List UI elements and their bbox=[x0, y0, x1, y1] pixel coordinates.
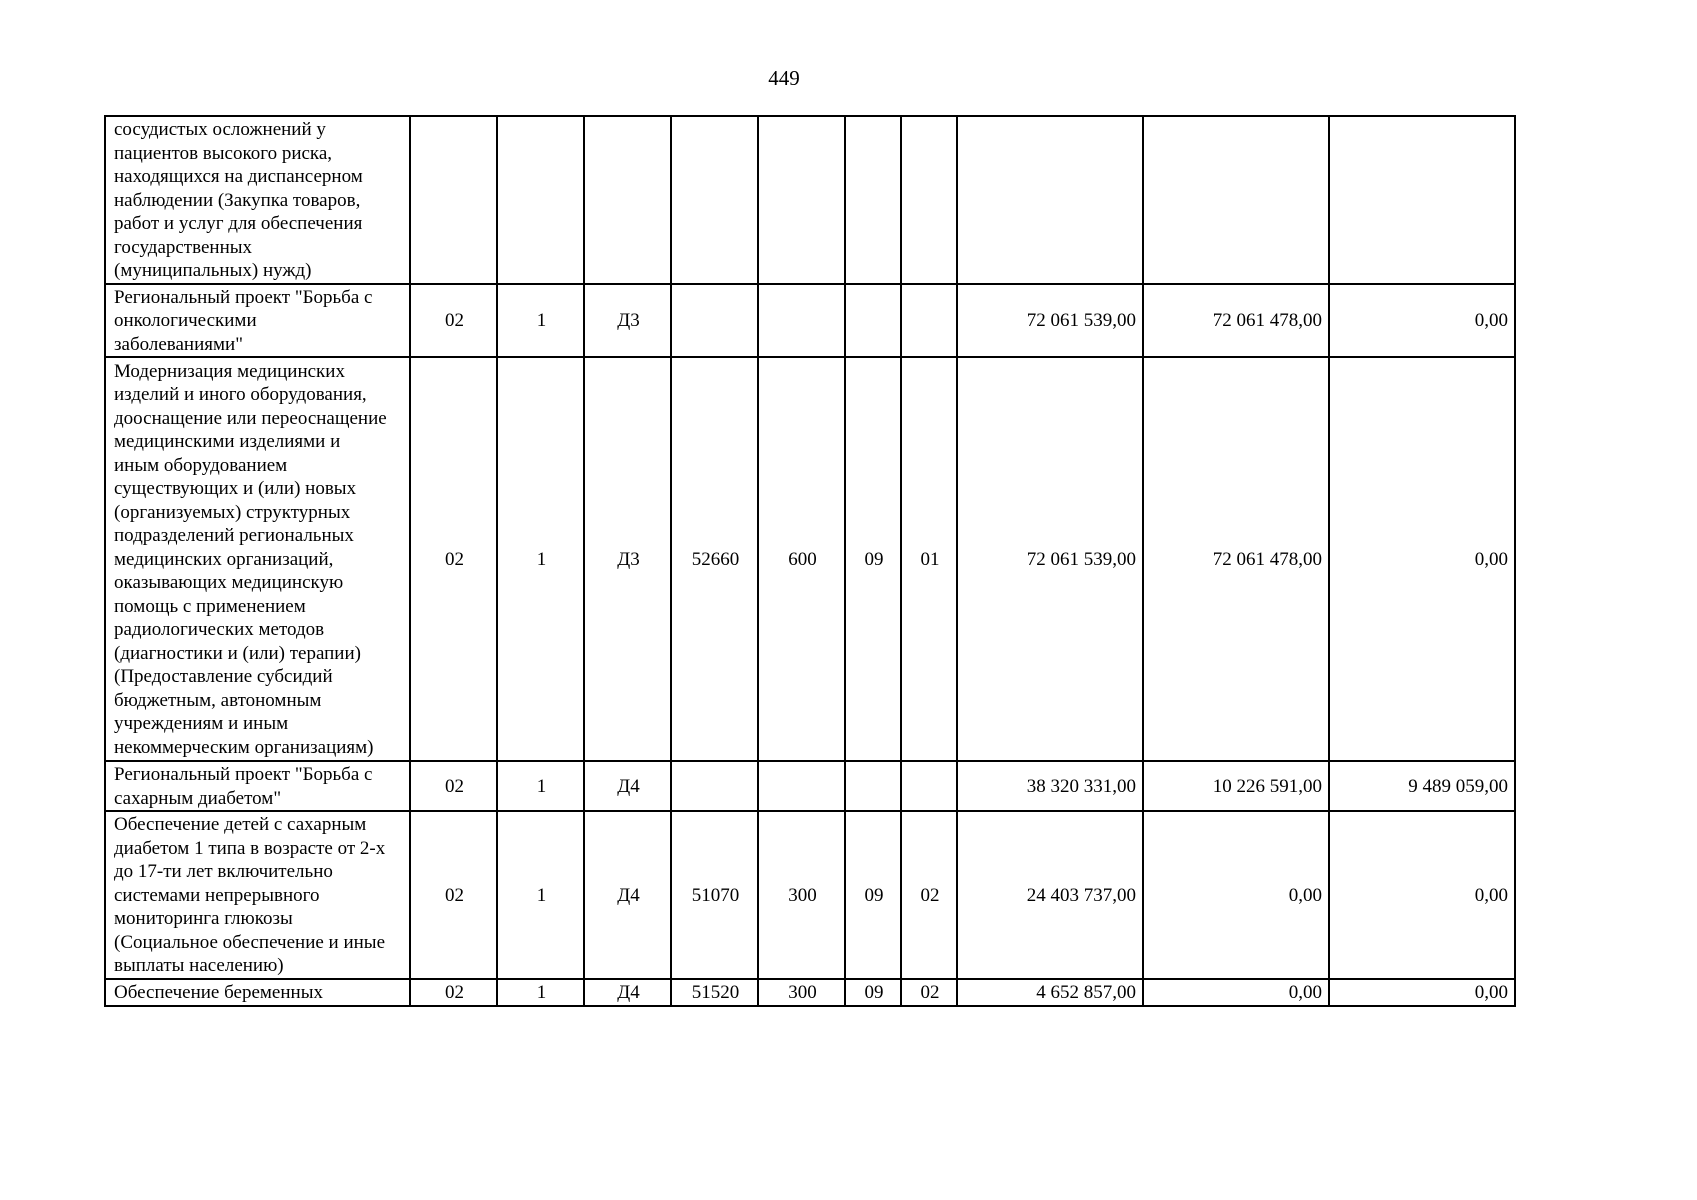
amount-year-3-cell: 0,00 bbox=[1329, 357, 1515, 761]
subsection-cell: 02 bbox=[901, 811, 957, 979]
table-row bbox=[105, 357, 1515, 761]
table-row bbox=[105, 979, 1515, 1006]
section-cell: 09 bbox=[845, 357, 901, 761]
direction-code-cell: 51520 bbox=[671, 979, 758, 1006]
subsection-cell bbox=[901, 761, 957, 811]
program-code-cell: 02 bbox=[410, 357, 497, 761]
amount-year-3-cell: 0,00 bbox=[1329, 979, 1515, 1006]
project-code-cell: Д4 bbox=[584, 761, 671, 811]
amount-year-1-cell: 72 061 539,00 bbox=[957, 357, 1143, 761]
subsection-cell bbox=[901, 116, 957, 284]
program-code-cell: 02 bbox=[410, 284, 497, 358]
section-cell bbox=[845, 761, 901, 811]
section-cell bbox=[845, 116, 901, 284]
direction-code-cell bbox=[671, 116, 758, 284]
table-row bbox=[105, 811, 1515, 979]
budget-table bbox=[104, 115, 1516, 1007]
expense-type-cell: 600 bbox=[758, 357, 845, 761]
expense-type-cell bbox=[758, 116, 845, 284]
direction-code-cell bbox=[671, 761, 758, 811]
program-code-cell: 02 bbox=[410, 979, 497, 1006]
project-code-cell: Д4 bbox=[584, 979, 671, 1006]
subsection-cell bbox=[901, 284, 957, 358]
amount-year-3-cell: 0,00 bbox=[1329, 811, 1515, 979]
project-code-cell bbox=[584, 116, 671, 284]
amount-year-1-cell: 72 061 539,00 bbox=[957, 284, 1143, 358]
program-code-cell: 02 bbox=[410, 811, 497, 979]
page-number: 449 bbox=[768, 66, 800, 90]
row-description: Модернизация медицинских изделий и иного оборудования, дооснащение или переоснащение медицинскими изделиями и иным оборудованием существующих и (или) новых (организуемых) структурных подразделений региональных медицинских организаций, оказывающих медицинскую помощь с применением радиологических методов (диагностики и (или) терапии) (Предоставление субсидий бюджетным, автономным учреждениям и иным некоммерческим организациям) bbox=[105, 357, 410, 761]
amount-year-2-cell: 0,00 bbox=[1143, 811, 1329, 979]
row-description: Обеспечение детей с сахарным диабетом 1 типа в возрасте от 2-х до 17-ти лет включительно системами непрерывного мониторинга глюкозы (Социальное обеспечение и иные выплаты населению) bbox=[105, 811, 410, 979]
direction-code-cell bbox=[671, 284, 758, 358]
amount-year-1-cell: 38 320 331,00 bbox=[957, 761, 1143, 811]
subsection-cell: 01 bbox=[901, 357, 957, 761]
expense-type-cell: 300 bbox=[758, 979, 845, 1006]
direction-code-cell: 52660 bbox=[671, 357, 758, 761]
expense-type-cell bbox=[758, 284, 845, 358]
program-code-cell bbox=[410, 116, 497, 284]
subprogram-code-cell: 1 bbox=[497, 357, 584, 761]
table-row bbox=[105, 284, 1515, 358]
amount-year-2-cell: 72 061 478,00 bbox=[1143, 284, 1329, 358]
amount-year-2-cell: 10 226 591,00 bbox=[1143, 761, 1329, 811]
section-cell: 09 bbox=[845, 811, 901, 979]
table-row bbox=[105, 116, 1515, 284]
amount-year-3-cell: 9 489 059,00 bbox=[1329, 761, 1515, 811]
amount-year-3-cell bbox=[1329, 116, 1515, 284]
row-description: сосудистых осложнений у пациентов высокого риска, находящихся на диспансерном наблюдении (Закупка товаров, работ и услуг для обеспечения государственных (муниципальных) нужд) bbox=[105, 116, 410, 284]
expense-type-cell bbox=[758, 761, 845, 811]
direction-code-cell: 51070 bbox=[671, 811, 758, 979]
row-description: Региональный проект "Борьба с сахарным диабетом" bbox=[105, 761, 410, 811]
table-row bbox=[105, 761, 1515, 811]
section-cell: 09 bbox=[845, 979, 901, 1006]
amount-year-1-cell bbox=[957, 116, 1143, 284]
subprogram-code-cell bbox=[497, 116, 584, 284]
amount-year-1-cell: 4 652 857,00 bbox=[957, 979, 1143, 1006]
amount-year-2-cell: 72 061 478,00 bbox=[1143, 357, 1329, 761]
subprogram-code-cell: 1 bbox=[497, 979, 584, 1006]
amount-year-3-cell: 0,00 bbox=[1329, 284, 1515, 358]
subprogram-code-cell: 1 bbox=[497, 284, 584, 358]
project-code-cell: Д3 bbox=[584, 357, 671, 761]
expense-type-cell: 300 bbox=[758, 811, 845, 979]
project-code-cell: Д3 bbox=[584, 284, 671, 358]
amount-year-2-cell: 0,00 bbox=[1143, 979, 1329, 1006]
project-code-cell: Д4 bbox=[584, 811, 671, 979]
row-description: Обеспечение беременных bbox=[105, 979, 410, 1006]
section-cell bbox=[845, 284, 901, 358]
subprogram-code-cell: 1 bbox=[497, 811, 584, 979]
amount-year-1-cell: 24 403 737,00 bbox=[957, 811, 1143, 979]
subprogram-code-cell: 1 bbox=[497, 761, 584, 811]
amount-year-2-cell bbox=[1143, 116, 1329, 284]
subsection-cell: 02 bbox=[901, 979, 957, 1006]
row-description: Региональный проект "Борьба с онкологическими заболеваниями" bbox=[105, 284, 410, 358]
program-code-cell: 02 bbox=[410, 761, 497, 811]
